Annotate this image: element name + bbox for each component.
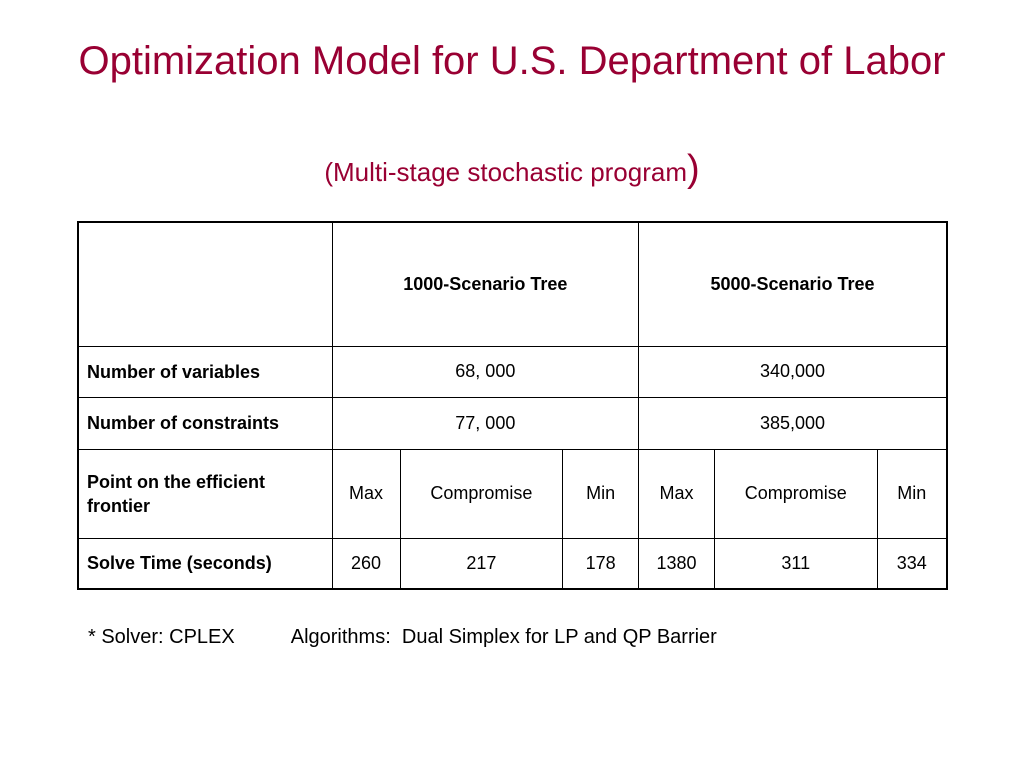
table-cell: Max [332,449,400,538]
table-cell: 77, 000 [332,397,638,449]
table-cell: 340,000 [639,346,947,397]
table-cell: 311 [714,538,877,589]
table-row [78,397,947,449]
row-label-variables: Number of variables [78,346,332,397]
footnote-algorithms: Algorithms: Dual Simplex for LP and QP Barrier [290,626,717,648]
table-cell: 68, 000 [332,346,638,397]
table-cell: 217 [400,538,563,589]
table-cell: 334 [877,538,947,589]
header-5000-scenario-tree: 5000-Scenario Tree [639,222,947,346]
table-cell: 1380 [639,538,715,589]
slide-title: Optimization Model for U.S. Department of Labor [78,39,946,83]
table-cell: Min [877,449,947,538]
subtitle-text: (Multi-stage stochastic program [324,157,688,187]
table-cell: Compromise [714,449,877,538]
table-cell: 385,000 [639,397,947,449]
table-row [78,538,947,589]
row-label-efficient-frontier: Point on the efficient frontier [78,449,332,538]
row-label-constraints: Number of constraints [78,397,332,449]
table-cell: Min [563,449,639,538]
results-table [77,221,948,590]
table-cell: Max [639,449,715,538]
table-row [78,449,947,538]
table-cell: 178 [563,538,639,589]
table-cell: Compromise [400,449,563,538]
table-row [78,346,947,397]
table-cell: 260 [332,538,400,589]
footnote-solver: * Solver: CPLEX [88,626,235,648]
subtitle-close-paren: ) [687,148,700,190]
slide-subtitle [40,148,984,192]
row-label-solve-time: Solve Time (seconds) [78,538,332,589]
solver-footnote [88,624,717,650]
table-header-row [78,222,947,346]
header-corner-cell [78,222,332,346]
header-1000-scenario-tree: 1000-Scenario Tree [332,222,638,346]
